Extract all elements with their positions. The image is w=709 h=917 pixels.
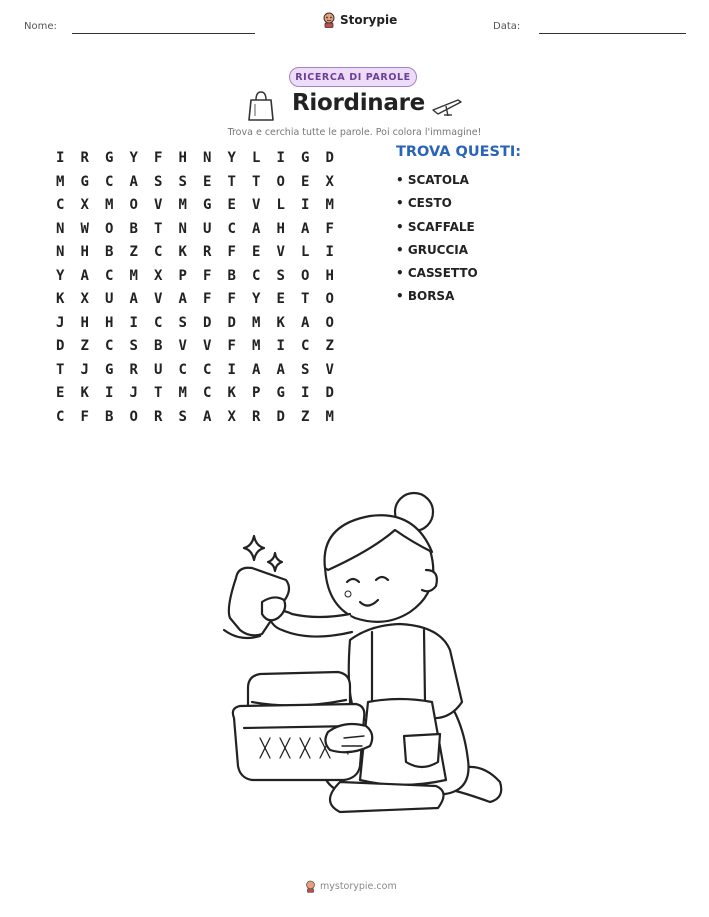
grid-row bbox=[48, 335, 342, 359]
grid-cell[interactable]: C bbox=[203, 361, 212, 378]
grid-cell[interactable]: B bbox=[129, 220, 138, 237]
grid-cell[interactable]: S bbox=[154, 173, 163, 190]
grid-cell[interactable]: Z bbox=[129, 244, 138, 260]
grid-cell[interactable]: B bbox=[154, 338, 163, 354]
grid-cell[interactable]: F bbox=[227, 291, 236, 307]
word-item: • CASSETTO bbox=[396, 266, 478, 281]
grid-cell[interactable]: R bbox=[252, 408, 261, 425]
grid-cell[interactable]: F bbox=[154, 150, 163, 166]
grid-cell[interactable]: A bbox=[252, 220, 261, 237]
grid-cell[interactable]: K bbox=[276, 314, 285, 331]
grid-cell[interactable]: K bbox=[227, 385, 236, 401]
word-search-grid[interactable] bbox=[48, 147, 342, 429]
grid-row bbox=[48, 359, 342, 383]
sparkle-icon bbox=[268, 553, 282, 571]
grid-row bbox=[48, 218, 342, 242]
grid-cell[interactable]: E bbox=[301, 173, 310, 190]
grid-cell[interactable]: C bbox=[105, 173, 114, 190]
grid-cell[interactable]: G bbox=[276, 385, 285, 401]
grid-cell[interactable]: J bbox=[56, 314, 65, 331]
grid-cell[interactable]: H bbox=[276, 220, 285, 237]
date-label: Data: bbox=[493, 21, 521, 32]
grid-cell[interactable]: H bbox=[325, 267, 334, 284]
grid-cell[interactable]: P bbox=[178, 267, 187, 284]
grid-cell[interactable]: O bbox=[276, 173, 285, 190]
grid-cell[interactable]: E bbox=[276, 291, 285, 307]
grid-cell[interactable]: V bbox=[203, 338, 212, 354]
grid-cell[interactable]: R bbox=[154, 408, 163, 425]
grid-cell[interactable]: E bbox=[252, 244, 261, 260]
worksheet-type-badge: RICERCA DI PAROLE bbox=[289, 67, 417, 87]
grid-cell[interactable]: M bbox=[252, 338, 261, 354]
grid-cell[interactable]: V bbox=[178, 338, 187, 354]
grid-cell[interactable]: F bbox=[80, 408, 89, 425]
grid-cell[interactable]: B bbox=[105, 408, 114, 425]
grid-cell[interactable]: C bbox=[56, 408, 65, 425]
grid-cell[interactable]: H bbox=[80, 244, 89, 260]
grid-cell[interactable]: S bbox=[301, 361, 310, 378]
grid-cell[interactable]: J bbox=[80, 361, 89, 378]
word-item: • GRUCCIA bbox=[396, 242, 469, 257]
grid-cell[interactable]: M bbox=[325, 408, 334, 425]
grid-row bbox=[48, 147, 342, 171]
grid-cell[interactable]: A bbox=[178, 291, 187, 307]
grid-cell[interactable]: N bbox=[56, 220, 65, 237]
grid-cell[interactable]: R bbox=[129, 361, 138, 378]
grid-cell[interactable]: I bbox=[129, 314, 138, 331]
grid-cell[interactable]: I bbox=[227, 361, 236, 378]
grid-cell[interactable]: B bbox=[105, 244, 114, 260]
grid-cell[interactable]: C bbox=[154, 314, 163, 331]
grid-row bbox=[48, 241, 342, 265]
grid-cell[interactable]: M bbox=[178, 385, 187, 401]
grid-row bbox=[48, 171, 342, 195]
grid-cell[interactable]: C bbox=[105, 267, 114, 284]
grid-cell[interactable]: O bbox=[301, 267, 310, 284]
brand-name: Storypie bbox=[340, 13, 398, 27]
word-item: • SCATOLA bbox=[396, 173, 469, 187]
grid-cell[interactable]: H bbox=[105, 314, 114, 331]
grid-cell[interactable]: D bbox=[227, 314, 236, 331]
grid-cell[interactable]: T bbox=[252, 173, 261, 190]
grid-cell[interactable]: T bbox=[56, 361, 65, 378]
grid-cell[interactable]: S bbox=[178, 408, 187, 425]
grid-cell[interactable]: I bbox=[301, 197, 310, 213]
grid-cell[interactable]: C bbox=[105, 338, 114, 354]
grid-cell[interactable]: Y bbox=[56, 267, 65, 284]
grid-row bbox=[48, 312, 342, 336]
grid-cell[interactable]: A bbox=[129, 173, 138, 190]
grid-cell[interactable]: G bbox=[105, 150, 114, 166]
grid-cell[interactable]: E bbox=[56, 385, 65, 401]
woman-folding-laundry-illustration[interactable] bbox=[200, 490, 510, 820]
grid-cell[interactable]: Z bbox=[325, 338, 334, 354]
grid-cell[interactable]: G bbox=[80, 173, 89, 190]
grid-cell[interactable]: I bbox=[56, 150, 65, 166]
grid-cell[interactable]: I bbox=[105, 385, 114, 401]
grid-cell[interactable]: U bbox=[105, 291, 114, 307]
grid-cell[interactable]: C bbox=[154, 244, 163, 260]
grid-cell[interactable]: G bbox=[203, 197, 212, 213]
grid-cell[interactable]: F bbox=[203, 267, 212, 284]
grid-cell[interactable]: D bbox=[325, 150, 334, 166]
sparkle-icon bbox=[244, 536, 264, 560]
grid-cell[interactable]: G bbox=[301, 150, 310, 166]
grid-cell[interactable]: F bbox=[203, 291, 212, 307]
grid-cell[interactable]: W bbox=[80, 220, 89, 237]
grid-cell[interactable]: V bbox=[325, 361, 334, 378]
date-line[interactable] bbox=[539, 33, 686, 34]
grid-cell[interactable]: S bbox=[276, 267, 285, 284]
grid-cell[interactable]: M bbox=[178, 197, 187, 213]
grid-cell[interactable]: D bbox=[276, 408, 285, 425]
grid-cell[interactable]: O bbox=[325, 291, 334, 307]
word-item: • BORSA bbox=[396, 289, 455, 304]
grid-cell[interactable]: V bbox=[154, 197, 163, 213]
storypie-logo-icon bbox=[305, 880, 316, 893]
grid-cell[interactable]: U bbox=[154, 361, 163, 378]
grid-cell[interactable]: D bbox=[325, 385, 334, 401]
grid-row bbox=[48, 382, 342, 406]
grid-cell[interactable]: R bbox=[203, 244, 212, 260]
grid-row bbox=[48, 406, 342, 430]
grid-cell[interactable]: T bbox=[227, 173, 236, 190]
grid-cell[interactable]: H bbox=[178, 150, 187, 166]
word-item: • SCAFFALE bbox=[396, 219, 475, 234]
name-line[interactable] bbox=[72, 33, 255, 34]
grid-cell[interactable]: H bbox=[80, 314, 89, 331]
grid-cell[interactable]: F bbox=[325, 220, 334, 237]
storypie-logo-icon bbox=[322, 12, 336, 28]
grid-cell[interactable]: X bbox=[80, 197, 89, 213]
grid-cell[interactable]: A bbox=[276, 361, 285, 378]
word-list-title: TROVA QUESTI: bbox=[396, 144, 522, 160]
grid-cell[interactable]: C bbox=[178, 361, 187, 378]
grid-cell[interactable]: G bbox=[105, 361, 114, 378]
grid-cell[interactable]: Y bbox=[252, 291, 261, 307]
grid-cell[interactable]: X bbox=[227, 408, 236, 425]
grid-cell[interactable]: K bbox=[80, 385, 89, 401]
title-row bbox=[244, 90, 464, 122]
hanger-icon bbox=[430, 94, 464, 118]
grid-cell[interactable]: F bbox=[227, 244, 236, 260]
grid-cell[interactable]: I bbox=[301, 385, 310, 401]
grid-cell[interactable]: P bbox=[252, 385, 261, 401]
page-title: Riordinare bbox=[292, 90, 425, 116]
grid-cell[interactable]: O bbox=[325, 314, 334, 331]
grid-cell[interactable]: O bbox=[129, 408, 138, 425]
grid-cell[interactable]: A bbox=[203, 408, 212, 425]
grid-cell[interactable]: N bbox=[203, 150, 212, 166]
grid-cell[interactable]: S bbox=[178, 314, 187, 331]
grid-cell[interactable]: K bbox=[56, 291, 65, 307]
footer-url[interactable]: mystorypie.com bbox=[320, 881, 397, 892]
grid-cell[interactable]: L bbox=[276, 197, 285, 213]
instructions: Trova e cerchia tutte le parole. Poi colora l'immagine! bbox=[227, 127, 482, 138]
grid-cell[interactable]: Y bbox=[129, 150, 138, 166]
grid-cell[interactable]: L bbox=[252, 150, 261, 166]
grid-cell[interactable]: V bbox=[252, 197, 261, 213]
grid-cell[interactable]: D bbox=[56, 338, 65, 354]
grid-cell[interactable]: Z bbox=[301, 408, 310, 425]
grid-cell[interactable]: A bbox=[301, 314, 310, 331]
grid-row bbox=[48, 265, 342, 289]
grid-cell[interactable]: T bbox=[154, 220, 163, 237]
grid-cell[interactable]: Y bbox=[227, 150, 236, 166]
grid-cell[interactable]: S bbox=[129, 338, 138, 354]
grid-cell[interactable]: M bbox=[325, 197, 334, 213]
footer bbox=[305, 880, 397, 893]
grid-cell[interactable]: C bbox=[56, 197, 65, 213]
grid-cell[interactable]: C bbox=[301, 338, 310, 354]
grid-row bbox=[48, 288, 342, 312]
grid-cell[interactable]: M bbox=[56, 173, 65, 190]
grid-cell[interactable]: O bbox=[129, 197, 138, 213]
grid-cell[interactable]: E bbox=[203, 173, 212, 190]
grid-cell[interactable]: I bbox=[276, 150, 285, 166]
grid-cell[interactable]: D bbox=[203, 314, 212, 331]
grid-cell[interactable]: T bbox=[154, 385, 163, 401]
grid-cell[interactable]: O bbox=[105, 220, 114, 237]
shopping-bag-icon bbox=[246, 90, 276, 122]
grid-cell[interactable]: N bbox=[56, 244, 65, 260]
brand-logo bbox=[322, 12, 397, 28]
grid-cell[interactable]: E bbox=[227, 197, 236, 213]
grid-cell[interactable]: J bbox=[129, 385, 138, 401]
grid-cell[interactable]: T bbox=[301, 291, 310, 307]
grid-cell[interactable]: X bbox=[80, 291, 89, 307]
grid-row bbox=[48, 194, 342, 218]
grid-cell[interactable]: N bbox=[178, 220, 187, 237]
word-item: • CESTO bbox=[396, 196, 452, 211]
grid-cell[interactable]: B bbox=[227, 267, 236, 284]
grid-cell[interactable]: A bbox=[252, 361, 261, 378]
grid-cell[interactable]: V bbox=[276, 244, 285, 260]
grid-cell[interactable]: U bbox=[203, 220, 212, 237]
grid-cell[interactable]: A bbox=[129, 291, 138, 307]
grid-cell[interactable]: A bbox=[301, 220, 310, 237]
grid-cell[interactable]: X bbox=[325, 173, 334, 190]
grid-cell[interactable]: C bbox=[203, 385, 212, 401]
grid-cell[interactable]: C bbox=[227, 220, 236, 237]
grid-cell[interactable]: Z bbox=[80, 338, 89, 354]
grid-cell[interactable]: M bbox=[252, 314, 261, 331]
grid-cell[interactable]: F bbox=[227, 338, 236, 354]
word-list bbox=[396, 144, 521, 309]
grid-cell[interactable]: V bbox=[154, 291, 163, 307]
grid-cell[interactable]: M bbox=[129, 267, 138, 284]
grid-cell[interactable]: S bbox=[178, 173, 187, 190]
grid-cell[interactable]: L bbox=[301, 244, 310, 260]
grid-cell[interactable]: R bbox=[80, 150, 89, 166]
grid-cell[interactable]: M bbox=[105, 197, 114, 213]
grid-cell[interactable]: I bbox=[325, 244, 334, 260]
grid-cell[interactable]: I bbox=[276, 338, 285, 354]
grid-cell[interactable]: X bbox=[154, 267, 163, 284]
grid-cell[interactable]: K bbox=[178, 244, 187, 260]
name-label: Nome: bbox=[24, 21, 57, 32]
grid-cell[interactable]: A bbox=[80, 267, 89, 284]
grid-cell[interactable]: C bbox=[252, 267, 261, 284]
